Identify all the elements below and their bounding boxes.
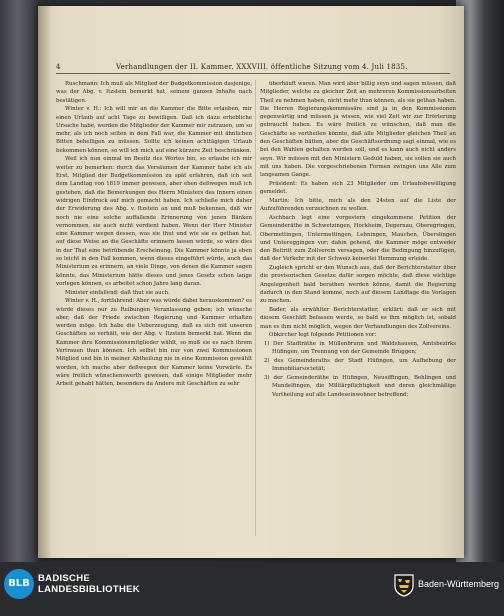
paragraph: Weil ich nun einmal im Besitz des Wortes bin, so erlaube ich mir weiter zu bemerken: durch das Versäumen der Kammer habe ich als Erst. Mitglied der Budgetkommission zu spät erfahren, daß ich seit dem Landtag von 1819 immer gewesen, aber eben deßwegen muß ich gestehen, daß die Bemerkungen des Herrn Ministers des Innern einen widrigen Eindruck auf mich gemacht haben. Ich schließe mich daher der Erwiderung des Abg. v. Itzstein an und muß bekennen, daß wir noch nie eine solche auffallende Erinnerung von jenen Bänken vernommen, sie auch nicht verdient haben. Wenn der Herr Minister eine Kammer wegen dessen, was sie thut und wie sie es gethan hat, auf diese Weise an die Geschäfte erinnern lassen würde, so wäre dies in der That eine betrübende Erscheinung. Die Kammer könnte ja eben so leicht in den Fall kommen, wenn dieses eingeführt würde, auch das Ministerium zu erinnern, an viele Dinge, von denen die Kammer sagen könnte, das Ministerium hätte dieses und jenes Gesetz schon lange vorlegen können, es arbeitet schon Jahre lang daran. <box>56 156 252 287</box>
paragraph: Aschbach legt eine vorgestern eingekommene Petition der Gemeinderäthe in Schwetzingen, Hockheim, Degernau, Oberegringen, Obermettingen, Untermettingen, Lehningen, Mauchen, Überslingen und Untereggingen vor; dahin gehend, die Kammer möge entweder den Beitritt zum Zollverein versagen, oder die Bedingung hinzufügen, daß der Verkehr mit der Schweiz keinerlei Hemmung erleide. <box>260 214 456 263</box>
library-name[interactable] <box>38 573 140 595</box>
petition-item: 1) Der Stadträthe in Müllenbrunn und Waldshausen, Amtsbezirks Hüfingen, um Trennung von der Gemeinde Bruggen; <box>264 340 456 356</box>
right-column <box>260 80 456 536</box>
running-title: Verhandlungen der II. Kammer. XXXVIII. öffentliche Sitzung vom 4. Juli 1835. <box>116 63 408 71</box>
footer-bar <box>0 562 504 616</box>
document-page <box>38 6 464 558</box>
paragraph: Winter v. H.: Ich will mir an die Kammer die Bitte erlauben, mir einen Urlaub auf acht Tage zu bewilligen. Daß ich dazu erhebliche Ursache habe, werden die Mitglieder der Kammer mir zutrauen, um so mehr, als ich noch selten in dem Fall war, die Kammer mit ähnlichen Bitten behelligen zu müssen. Sollte ich keinen achttägigen Urlaub bekommen können, so will ich mich auf eine kürzere Zeit beschränken. <box>56 106 252 154</box>
paragraph: Bader, als erwählter Berichterstatter, erklärt: daß er sich mit diesem Geschäft befassen werde, so bald es ihm möglich ist, sobald man es ihm nicht möglich, wegen der Verhandlungen des Zollvereins. <box>260 306 456 330</box>
paragraph: Ruschmann: Ich muß als Mitglied der Budgetkommission dasjenige, was der Abg. v. Itzstein bemerkt hat, seinem ganzen Inhalte nach bestätigen. <box>56 81 252 104</box>
state-name[interactable]: Baden-Württemberg <box>418 579 500 589</box>
library-name-line2: LANDESBIBLIOTHEK <box>38 584 140 595</box>
paragraph: Obkircher legt folgende Petitionen vor: <box>269 332 377 339</box>
baden-wuerttemberg-coat-of-arms-icon[interactable] <box>393 573 415 597</box>
paragraph: Präsident: Es haben sich 23 Mitglieder um Urlaubsbewilligung gemeldet. <box>260 180 456 196</box>
library-name-line1: BADISCHE <box>38 573 91 584</box>
blb-logo-icon[interactable]: BLB <box>4 569 34 599</box>
column-divider <box>255 80 256 536</box>
running-head <box>56 60 450 74</box>
page-number: 4 <box>56 63 61 71</box>
left-column <box>56 80 252 536</box>
paragraph: Martin: Ich bitte, mich als den 24sten auf die Liste der Aufzuführenden verzeichnen zu wollen. <box>260 197 456 213</box>
paragraph: Zugleich spricht er den Wunsch aus, daß der Berichterstatter über die provisorischen Gesetze dafür sorgen möchte, daß diese wichtige Angelegenheit bald berathen werden könne, damit die Regierung dadurch in den Stand komme, noch auf diesem Landtage die Vorlagen zu machen. <box>260 265 456 305</box>
paragraph: Winter v. H., fortfahrend: Aber was würde dabei herauskommen? es würde dieses nur zu Reibungen Veranlassung geben; ich wünsche aber, daß der Friede zwischen Regierung und Kammer erhalten werden möge. Ich habe die Ueberzeugung, daß es sich mit unseren Geschäften so verhält, wie der Abg. v. Itzstein bemerkt hat. Wenn die Kammer ihre Kommissionsmitglieder wählt, so muß sie es nach ihrem Vertrauen thun können. Ich selbst bin nur von zwei Kommissionen Mitglied und bin in meiner Abtheilung nie in eine Kommission gewählt worden, ich mache aber deßwegen der Kammer keine Vorwürfe. Es wäre freilich wünschenswerth gewesen, daß einige Mitglieder mehr Arbeit gehabt hätten, besonders da Andere mit Geschäften zu sehr <box>56 298 252 388</box>
paragraph: Minister einfallend: daß thut sie auch. <box>65 289 170 296</box>
paragraph: überhäuft waren. Man wird aber billig seyn und sagen müssen, daß Mitglieder, welche zu gleicher Zeit an mehreren Kommissionsarbeiten Theil zu nehmen haben, nicht mehr thun können, als sie gethan haben. Die Herren Regierungskommissäre sind ja in den Kommissionen gegenwärtig und müssen ja wissen, wie viel Zeit wir zur Erörterung gebraucht haben. Es wäre freilich zu wünschen, daß man die Geschäfte so vertheilen könnte, daß alle Mitglieder gleichen Theil an den Geschäften hätten, aber die Geschäftsordnung sagt einmal, wie es bei den Wahlen gehalten werden soll, und es kann auch nicht anders seyn. Wir müssen mit den Ministern Geduld haben, sie sollen sie auch mit uns haben. Die vorgeschriebenen Formen zwingen uns Alle zum langsamen Gange. <box>260 81 456 179</box>
petition-item: 2) des Gemeinderaths der Stadt Hüfingen, um Aufhebung der Immobiliarsocietät; <box>264 357 456 373</box>
petition-item: 3) der Gemeinderäthe in Hüfingen, Neusiffingen, Behlingen und Mundelfingen, die Militärpflichtigkeit und deren gleichmäßige Vertheilung auf alle Landeseinwohner betreffend; <box>264 374 456 398</box>
